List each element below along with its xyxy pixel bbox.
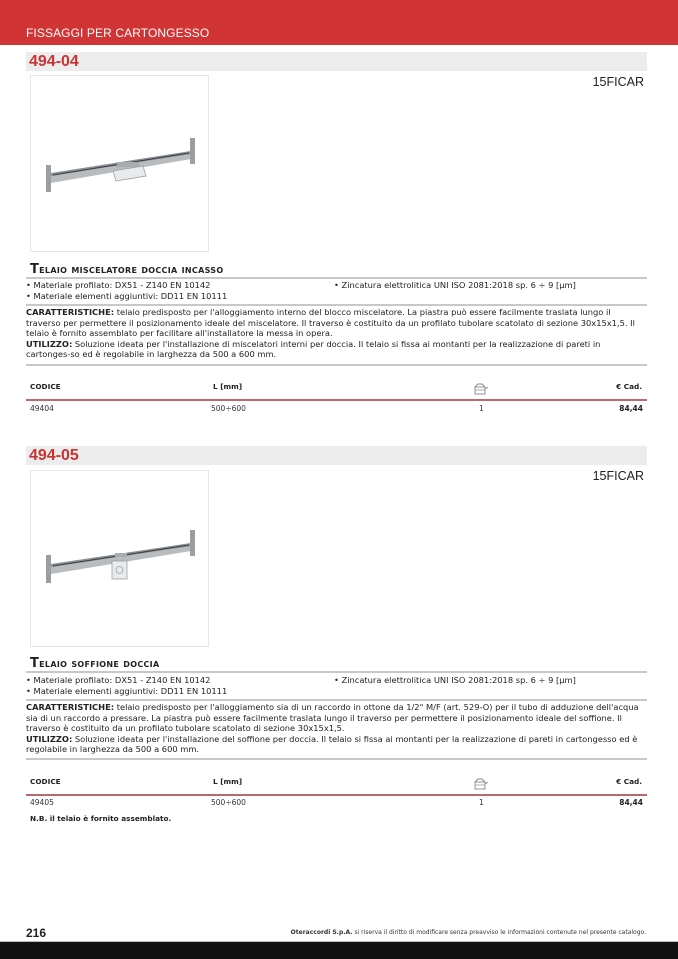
spec-bullet: • Zincatura elettrolitica UNI ISO 2081:2018 sp. 6 ÷ 9 [µm] xyxy=(334,280,576,290)
cell-pack: 1 xyxy=(479,798,484,807)
brand-code: 15FICAR xyxy=(592,469,644,483)
divider xyxy=(26,758,647,760)
company-name: Oteraccordi S.p.A. xyxy=(290,929,353,936)
divider xyxy=(26,699,647,701)
col-header-price: € Cad. xyxy=(616,382,642,391)
brand-code: 15FICAR xyxy=(592,75,644,89)
usage-text: Soluzione ideata per l'installazione del soffione per doccia. Il telaio si fissa ai montanti per la realizzazione di pareti in cartongesso ed è regolabile in larghezza da 500 a 600 mm. xyxy=(26,733,638,755)
divider xyxy=(26,304,647,306)
package-icon xyxy=(473,383,489,395)
spec-bullet: • Zincatura elettrolitica UNI ISO 2081:2018 sp. 6 ÷ 9 [µm] xyxy=(334,675,576,685)
product-code-bar xyxy=(26,446,647,465)
cell-pack: 1 xyxy=(479,404,484,413)
cell-length: 500÷600 xyxy=(211,404,246,413)
usage-text: Soluzione ideata per l'installazione di miscelatori interni per doccia. Il telaio si fissa ai montanti per la realizzazione di pareti in cartonges-so ed è regolabile in larghezza da 500 a 600 mm. xyxy=(26,338,601,360)
divider xyxy=(26,671,647,673)
characteristics-text: telaio predisposto per l'alloggiamento sia di un raccordo in ottone da 1/2" M/F (art. 529-O) per il tubo di adduzione dell'acqua sia di un raccordo a pressare. La piastra può essere facilmente traslata lungo il traverso per permettere il posizionamento ideale del soffione. Il traverso è costituito da un profilato tubolare scatolato di sezione 30x15x1,5. xyxy=(26,702,639,734)
col-header-price: € Cad. xyxy=(616,777,642,786)
col-header-length: L [mm] xyxy=(213,382,243,391)
spec-bullet: • Materiale elementi aggiuntivi: DD11 EN 10111 xyxy=(26,291,228,301)
header-band xyxy=(0,0,678,45)
product-description xyxy=(26,702,647,755)
disclaimer-text: si riserva il diritto di modificare senza preavviso le informazioni contenute nel presente catalogo. xyxy=(352,929,646,936)
product-description xyxy=(26,307,647,360)
telaio-soffione-illustration xyxy=(31,471,210,648)
assembly-note: N.B. il telaio è fornito assemblato. xyxy=(30,814,172,823)
spec-bullet: • Materiale profilato: DX51 - Z140 EN 10142 xyxy=(26,675,211,685)
footer-disclaimer xyxy=(291,929,646,936)
col-header-code: CODICE xyxy=(30,382,61,391)
cell-code: 49404 xyxy=(30,404,54,413)
product-title: Telaio miscelatore doccia incasso xyxy=(30,262,224,277)
page-number: 216 xyxy=(26,926,47,940)
col-header-code: CODICE xyxy=(30,777,61,786)
cell-price: 84,44 xyxy=(619,798,643,807)
product-image xyxy=(30,75,209,252)
characteristics-text: telaio predisposto per l'alloggiamento interno del blocco miscelatore. La piastra può essere facilmente traslata lungo il traverso per permettere il posizionamento ideale del miscelatore. Il traverso è costituito da un profilato tubolare scatolato di sezione 30x15x1,5. Il telaio è fornito assemblato per facilitare all'installatore la messa in opera. xyxy=(26,307,635,339)
spec-bullet: • Materiale profilato: DX51 - Z140 EN 10142 xyxy=(26,280,211,290)
product-code: 494-04 xyxy=(29,53,79,70)
package-icon xyxy=(473,778,489,790)
product-title: Telaio soffione doccia xyxy=(30,656,160,671)
product-image xyxy=(30,470,209,647)
section-title: FISSAGGI PER CARTONGESSO xyxy=(26,26,210,40)
footer-band xyxy=(0,942,678,959)
usage-label: UTILIZZO: xyxy=(26,338,73,349)
table-header-rule xyxy=(26,399,647,401)
spec-bullet: • Materiale elementi aggiuntivi: DD11 EN 10111 xyxy=(26,686,228,696)
divider xyxy=(26,277,647,279)
characteristics-label: CARATTERISTICHE: xyxy=(26,307,115,317)
characteristics-label: CARATTERISTICHE: xyxy=(26,702,115,712)
product-code-bar xyxy=(26,52,647,71)
usage-label: UTILIZZO: xyxy=(26,733,73,744)
col-header-length: L [mm] xyxy=(213,777,243,786)
telaio-miscelatore-illustration xyxy=(31,76,210,253)
product-code: 494-05 xyxy=(29,447,79,464)
divider xyxy=(26,364,647,366)
cell-price: 84,44 xyxy=(619,404,643,413)
cell-code: 49405 xyxy=(30,798,54,807)
table-header-rule xyxy=(26,794,647,796)
cell-length: 500÷600 xyxy=(211,798,246,807)
